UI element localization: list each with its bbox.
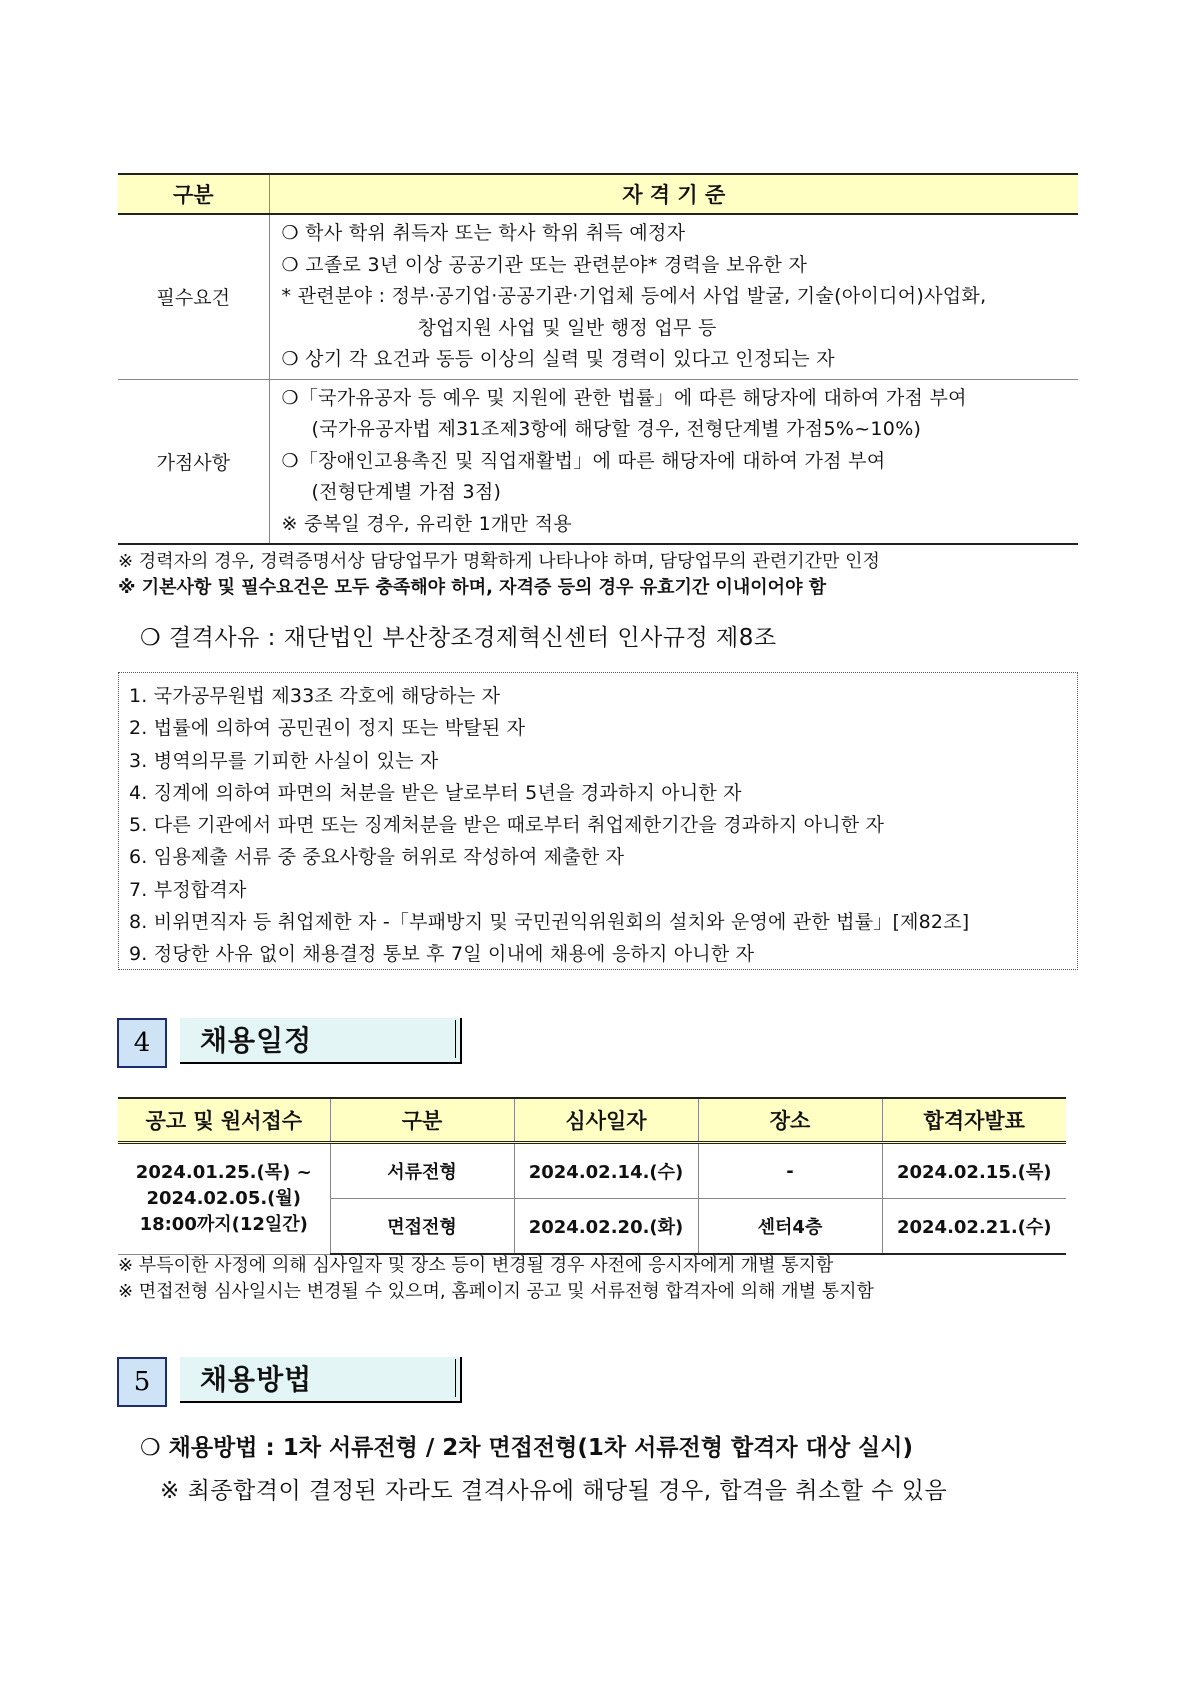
header-announce: 합격자발표 [882, 1098, 1066, 1143]
criteria-line: (국가유공자법 제31조제3항에 해당할 경우, 전형단계별 가점5%~10%) [311, 418, 922, 440]
schedule-table [118, 1097, 1066, 1255]
category-bonus: 가점사항 [118, 379, 269, 544]
announce-cell: 2024.02.21.(수) [882, 1199, 1066, 1255]
list-item: 5. 다른 기관에서 파면 또는 징계처분을 받은 때로부터 취업제한기간을 경과하지 아니한 자 [129, 814, 885, 837]
criteria-line: * 관련분야 : 정부·공기업·공공기관·기업체 등에서 사업 발굴, 기술(아이디어)사업화, [281, 285, 987, 307]
section4-title: 채용일정 [180, 1018, 462, 1064]
recruitment-method-note: ※ 최종합격이 결정된 자라도 결격사유에 해당될 경우, 합격을 취소할 수 있음 [160, 1478, 948, 1504]
date-cell: 2024.02.14.(수) [514, 1143, 698, 1199]
header-place: 장소 [698, 1098, 882, 1143]
list-item: 6. 임용제출 서류 중 중요사항을 허위로 작성하여 제출한 자 [129, 846, 625, 869]
disqualification-box [118, 672, 1078, 970]
table-row [118, 214, 1078, 379]
criteria-line: 창업지원 사업 및 일반 행정 업무 등 [417, 316, 717, 339]
header-period: 공고 및 원서접수 [118, 1098, 330, 1143]
criteria-line: ❍ 학사 학위 취득자 또는 학사 학위 취득 예정자 [281, 222, 686, 244]
list-item: 8. 비위면직자 등 취업제한 자 -「부패방지 및 국민권익위원회의 설치와 운영에 관한 법률」[제82조] [129, 911, 970, 934]
section4-number: 4 [117, 1018, 167, 1068]
qualification-header-row [118, 174, 1078, 214]
qualification-note: ※ 경력자의 경우, 경력증명서상 담당업무가 명확하게 나타나야 하며, 담당업무의 관련기간만 인정 [118, 551, 880, 572]
date-cell: 2024.02.20.(화) [514, 1199, 698, 1255]
section5-title: 채용방법 [180, 1357, 462, 1403]
table-row [118, 379, 1078, 544]
criteria-line: (전형단계별 가점 3점) [311, 481, 502, 503]
qualification-note-bold: ※ 기본사항 및 필수요건은 모두 충족해야 하며, 자격증 등의 경우 유효기간 이내이어야 함 [118, 577, 827, 598]
criteria-line: ❍ 고졸로 3년 이상 공공기관 또는 관련분야* 경력을 보유한 자 [281, 253, 808, 276]
section5-number: 5 [117, 1357, 167, 1407]
criteria-bonus [269, 379, 1078, 544]
criteria-line: ❍ 상기 각 요건과 동등 이상의 실력 및 경력이 있다고 인정되는 자 [281, 348, 835, 370]
list-item: 1. 국가공무원법 제33조 각호에 해당하는 자 [129, 685, 501, 707]
list-item: 4. 징계에 의하여 파면의 처분을 받은 날로부터 5년을 경과하지 아니한 자 [129, 781, 742, 804]
type-cell: 면접전형 [330, 1199, 514, 1255]
period-line: 18:00까지(12일간) [139, 1213, 308, 1235]
list-item: 3. 병역의무를 기피한 사실이 있는 자 [129, 749, 439, 772]
criteria-line: ※ 중복일 경우, 유리한 1개만 적용 [281, 512, 572, 535]
header-date: 심사일자 [514, 1098, 698, 1143]
period-line: 2024.02.05.(월) [146, 1187, 302, 1209]
place-cell: 센터4층 [698, 1199, 882, 1255]
header-category: 구분 [118, 174, 269, 214]
criteria-line: ❍「국가유공자 등 예우 및 지원에 관한 법률」에 따른 해당자에 대하여 가점 부여 [281, 386, 967, 409]
criteria-line: ❍「장애인고용촉진 및 직업재활법」에 따른 해당자에 대하여 가점 부여 [281, 449, 886, 472]
application-period [118, 1143, 330, 1255]
header-criteria: 자 격 기 준 [269, 174, 1078, 214]
list-item: 9. 정당한 사유 없이 채용결정 통보 후 7일 이내에 채용에 응하지 아니한 자 [129, 943, 755, 966]
schedule-header-row [118, 1098, 1066, 1143]
header-type: 구분 [330, 1098, 514, 1143]
list-item: 7. 부정합격자 [129, 878, 247, 901]
disqualification-title: ❍ 결격사유 : 재단법인 부산창조경제혁신센터 인사규정 제8조 [140, 625, 777, 651]
type-cell: 서류전형 [330, 1143, 514, 1199]
recruitment-method: ❍ 채용방법 : 1차 서류전형 / 2차 면접전형(1차 서류전형 합격자 대상 실시) [140, 1435, 913, 1461]
table-row [118, 1143, 1066, 1199]
schedule-note: ※ 면접전형 심사일시는 변경될 수 있으며, 홈페이지 공고 및 서류전형 합격자에 의해 개별 통지함 [118, 1281, 874, 1302]
period-line: 2024.01.25.(목) ~ [135, 1161, 312, 1183]
place-cell: - [698, 1143, 882, 1199]
list-item: 2. 법률에 의하여 공민권이 정지 또는 박탈된 자 [129, 717, 526, 740]
category-required: 필수요건 [118, 214, 269, 379]
criteria-required [269, 214, 1078, 379]
announce-cell: 2024.02.15.(목) [882, 1143, 1066, 1199]
qualification-table [118, 173, 1078, 545]
schedule-note: ※ 부득이한 사정에 의해 심사일자 및 장소 등이 변경될 경우 사전에 응시자에게 개별 통지함 [118, 1255, 834, 1276]
